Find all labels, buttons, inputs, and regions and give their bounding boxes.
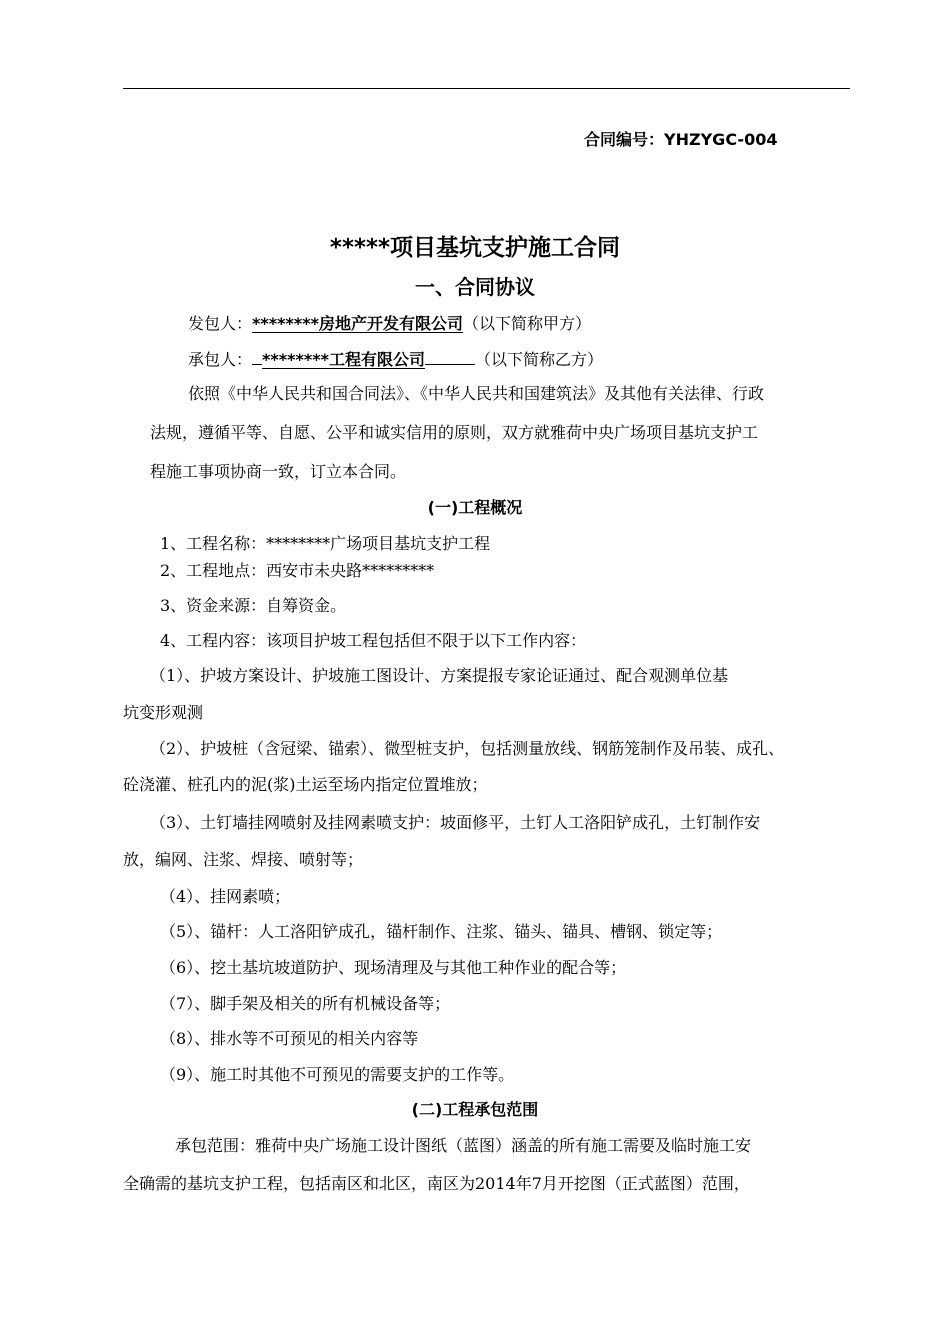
- document-title: *****项目基坑支护施工合同: [329, 235, 621, 261]
- scope-heading: (二)工程承包范围: [411, 1100, 539, 1119]
- contractor-name: ********工程有限公司: [262, 350, 425, 369]
- overview-item: 4、工程内容：该项目护坡工程包括但不限于以下工作内容：: [160, 631, 587, 650]
- intro-line: 程施工事项协商一致，订立本合同。: [150, 462, 407, 481]
- employer-name: ********房地产开发有限公司: [252, 314, 463, 333]
- contractor-line: [188, 348, 603, 370]
- work-item: （9）、施工时其他不可预见的需要支护的工作等。: [160, 1065, 515, 1084]
- employer-line: [188, 314, 591, 334]
- section-heading: 一、合同协议: [415, 275, 535, 299]
- intro-line: 依照《中华人民共和国合同法》、《中华人民共和国建筑法》及其他有关法律、行政: [188, 384, 765, 403]
- contract-number-label: 合同编号：: [584, 130, 665, 149]
- work-item: 坑变形观测: [123, 703, 204, 722]
- contractor-note: （以下简称乙方）: [474, 350, 603, 369]
- scope-line: 承包范围：雅荷中央广场施工设计图纸（蓝图）涵盖的所有施工需要及临时施工安: [175, 1136, 752, 1155]
- intro-line: 法规，遵循平等、自愿、公平和诚实信用的原则，双方就雅荷中央广场项目基坑支护工: [150, 423, 759, 442]
- work-item: （7）、脚手架及相关的所有机械设备等；: [160, 994, 451, 1013]
- work-item: （6）、挖土基坑坡道防护、现场清理及与其他工种作业的配合等；: [160, 958, 627, 977]
- employer-label: 发包人：: [188, 314, 253, 333]
- scope-line: 全确需的基坑支护工程，包括南区和北区，南区为2014年7月开挖图（正式蓝图）范围，: [123, 1174, 750, 1193]
- overview-heading: (一)工程概况: [427, 498, 523, 517]
- underline-pad: [425, 348, 475, 365]
- work-item: （5）、锚杆：人工洛阳铲成孔，锚杆制作、注浆、锚头、锚具、槽钢、锁定等；: [160, 922, 723, 941]
- overview-item: 3、资金来源：自筹资金。: [160, 596, 347, 615]
- contract-number-value: YHZYGC-004: [664, 130, 778, 149]
- work-item: （3）、土钉墙挂网喷射及挂网素喷支护：坡面修平，土钉人工洛阳铲成孔，土钉制作安: [150, 813, 761, 832]
- header-rule: [123, 88, 850, 89]
- work-item: （1）、护坡方案设计、护坡施工图设计、方案提报专家论证通过、配合观测单位基: [150, 666, 729, 685]
- work-item: （8）、排水等不可预见的相关内容等: [160, 1029, 419, 1048]
- contract-number: [584, 130, 777, 150]
- underline-pad: [252, 348, 262, 365]
- work-item: （2）、护坡桩（含冠梁、锚索）、微型桩支护，包括测量放线、钢筋笼制作及吊装、成孔、: [150, 739, 785, 758]
- work-item: 砼浇灌、桩孔内的泥(浆)土运至场内指定位置堆放；: [123, 775, 488, 794]
- work-item: 放，编网、注浆、焊接、喷射等；: [123, 850, 364, 869]
- overview-item: 1、工程名称：********广场项目基坑支护工程: [160, 534, 491, 553]
- work-item: （4）、挂网素喷；: [160, 887, 291, 906]
- overview-item: 2、工程地点：西安市未央路*********: [160, 561, 435, 580]
- employer-note: （以下简称甲方）: [462, 314, 591, 333]
- contractor-label: 承包人：: [188, 350, 253, 369]
